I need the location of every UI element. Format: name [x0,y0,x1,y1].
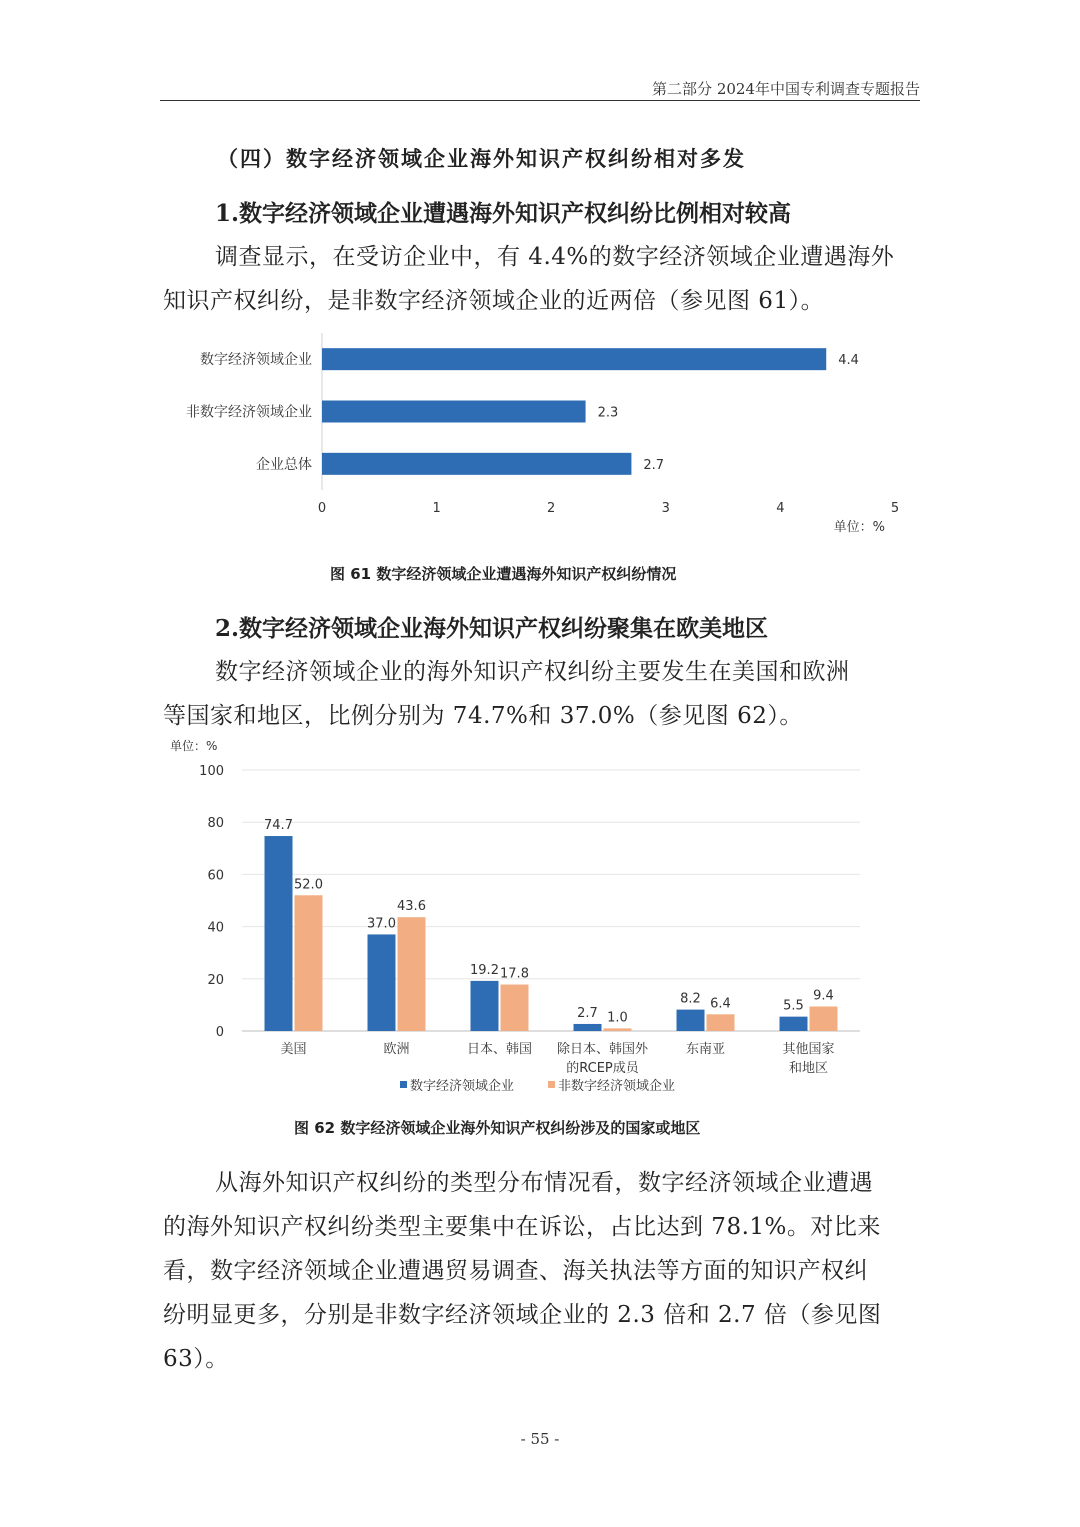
category-label: 除日本、韩国外 [556,1042,649,1057]
section-title: （四）数字经济领域企业海外知识产权纠纷相对多发 [217,146,746,171]
paragraph-line: 看，数字经济领域企业遭遇贸易调查、海关执法等方面的知识产权纠 [163,1258,868,1284]
chart-unit-label: 单位：% [170,739,218,753]
data-label: 52.0 [294,877,323,893]
category-label: 数字经济领域企业 [200,352,312,369]
chart-unit-label: 单位：% [833,520,885,535]
paragraph-line: 纷明显更多，分别是非数字经济领域企业的 2.3 倍和 2.7 倍（参见图 [163,1302,882,1328]
tick-label: 1 [432,501,441,516]
legend-swatch [548,1081,555,1088]
bar [322,453,631,475]
bar [322,401,586,423]
bar [574,1024,602,1031]
data-label: 74.7 [264,818,293,834]
data-label: 9.4 [813,988,834,1004]
page-number: - 55 - [520,1430,560,1448]
data-label: 5.5 [783,998,804,1014]
category-label: 的RCEP成员 [566,1061,639,1076]
tick-label: 2 [547,501,556,516]
bar [604,1028,632,1031]
category-label: 日本、韩国 [466,1042,533,1057]
bar [368,934,396,1031]
tick-label: 40 [207,920,224,936]
paragraph-line: 等国家和地区，比例分别为 74.7%和 37.0%（参见图 62）。 [163,703,803,729]
bar [471,981,499,1031]
data-label: 8.2 [680,991,701,1007]
bar [780,1017,808,1031]
legend-label: 非数字经济领域企业 [558,1079,676,1094]
tick-label: 20 [207,972,224,988]
tick-label: 0 [317,501,327,516]
paragraph-line: 调查显示，在受访企业中，有 4.4%的数字经济领域企业遭遇海外 [215,244,895,270]
bar [265,836,293,1031]
category-label: 其他国家 [782,1042,835,1057]
data-label: 4.4 [838,353,859,369]
legend-label: 数字经济领域企业 [410,1079,515,1094]
figure-61-chart [160,325,920,545]
data-label: 1.0 [607,1010,628,1026]
category-label: 东南亚 [685,1042,726,1057]
data-label: 2.3 [597,405,619,421]
data-label: 43.6 [397,899,426,915]
legend-swatch [400,1081,407,1088]
paragraph-line: 数字经济领域企业的海外知识产权纠纷主要发生在美国和欧洲 [215,659,850,685]
bar [707,1014,735,1031]
data-label: 6.4 [710,996,731,1012]
data-label: 37.0 [367,916,396,932]
paragraph-line: 63）。 [163,1346,229,1372]
paragraph-line: 从海外知识产权纠纷的类型分布情况看，数字经济领域企业遭遇 [215,1170,873,1196]
tick-label: 0 [215,1025,224,1040]
header-rule [160,100,920,101]
subsection-title-2: 2.数字经济领域企业海外知识产权纠纷聚集在欧美地区 [215,615,769,642]
paragraph-line: 知识产权纠纷，是非数字经济领域企业的近两倍（参见图 61）。 [163,288,825,314]
figure-62-chart [160,733,920,1105]
bar [677,1010,705,1031]
category-label: 美国 [280,1042,307,1057]
figure-62-caption: 图 62 数字经济领域企业海外知识产权纠纷涉及的国家或地区 [294,1119,701,1137]
tick-label: 4 [776,501,785,516]
page-header: 第二部分 2024年中国专利调查专题报告 [652,80,920,98]
subsection-title-1: 1.数字经济领域企业遭遇海外知识产权纠纷比例相对较高 [215,200,792,227]
data-label: 2.7 [577,1005,598,1021]
bar [501,985,529,1031]
category-label: 企业总体 [256,456,312,473]
tick-label: 3 [661,501,670,516]
tick-label: 80 [207,816,224,832]
category-label: 和地区 [788,1061,829,1076]
tick-label: 100 [199,764,224,779]
tick-label: 60 [207,868,224,884]
category-label: 非数字经济领域企业 [186,404,312,421]
bar [322,348,826,370]
bar [295,895,323,1031]
figure-61-caption: 图 61 数字经济领域企业遭遇海外知识产权纠纷情况 [330,565,677,583]
bar [398,917,426,1031]
category-label: 欧洲 [383,1042,410,1057]
data-label: 2.7 [643,457,665,473]
paragraph-line: 的海外知识产权纠纷类型主要集中在诉讼，占比达到 78.1%。对比来 [163,1214,881,1240]
bar [810,1006,838,1031]
tick-label: 5 [890,501,900,516]
data-label: 19.2 [470,962,499,978]
data-label: 17.8 [500,966,529,982]
